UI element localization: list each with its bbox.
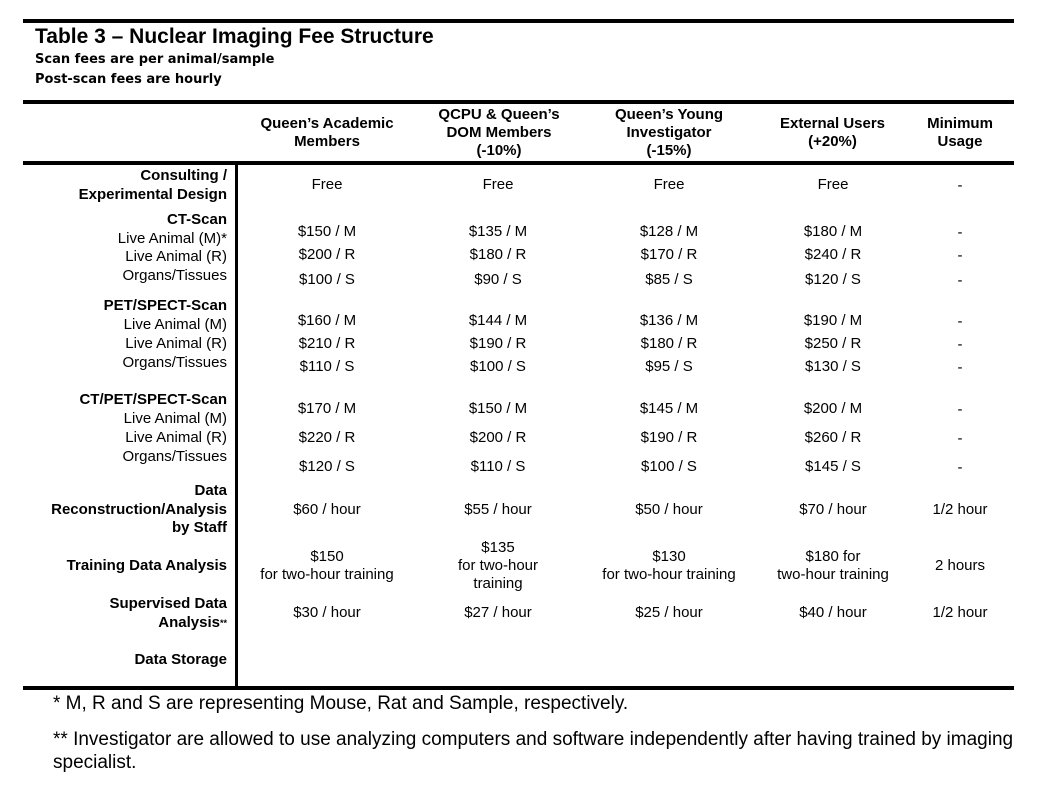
cell: $55 / hour [464,501,532,518]
cell: $150 / M [297,223,357,240]
cell: $128 / M [639,223,699,240]
row-label-reconstruction: Data Reconstruction/Analysis by Staff [51,482,227,536]
cell: $90 / S [474,271,522,288]
cell: Free [817,176,849,193]
cell: $85 / S [645,271,693,288]
cell: $180 / R [469,246,527,263]
cell: $30 / hour [293,604,361,621]
cell: $25 / hour [635,604,703,621]
cell: $145 / S [805,458,861,475]
cell: - [957,272,963,289]
column-header-young-investigator: Queen’s Young Investigator (-15%) [614,106,724,159]
row-label-divider [235,163,238,688]
column-header-external: External Users (+20%) [779,115,886,150]
cell: $144 / M [468,312,528,329]
cell: $100 / S [641,458,697,475]
cell: $240 / R [804,246,862,263]
cell: $110 / S [470,458,526,475]
cell: Free [482,176,514,193]
cell: $160 / M [297,312,357,329]
column-header-academic: Queen’s Academic Members [260,115,394,150]
footnote-2: ** Investigator are allowed to use analyzing computers and software independently after having trained by imaging specialist. [53,729,1014,773]
cell: $200 / M [803,400,863,417]
cell: $27 / hour [464,604,532,621]
row-label-pet-organs: Organs/Tissues [122,354,227,371]
cell: $60 / hour [293,501,361,518]
row-label-training: Training Data Analysis [66,557,227,574]
cell: $50 / hour [635,501,703,518]
cell: $190 / R [640,429,698,446]
cell: $120 / S [299,458,355,475]
header-top-rule [23,100,1014,104]
cell: - [957,177,963,194]
cell: - [957,359,963,376]
row-label-supervised-text: Supervised Data Analysis [109,595,227,631]
row-label-ct-rat: Live Animal (R) [125,248,227,265]
cell: $40 / hour [799,604,867,621]
cell: $130 for two-hour training [602,548,736,583]
cell: - [957,336,963,353]
cell: $135 for two-hour training [457,539,539,592]
row-heading-ct-pet-spect-scan: CT/PET/SPECT-Scan [79,391,227,408]
cell: $95 / S [645,358,693,375]
row-label-ctpet-mouse: Live Animal (M) [123,410,227,427]
cell: $136 / M [639,312,699,329]
cell: $170 / R [640,246,698,263]
cell: $190 / R [469,335,527,352]
column-header-qcpu: QCPU & Queen’s DOM Members (-10%) [438,106,560,159]
cell: $220 / R [298,429,356,446]
row-heading-ct-scan: CT-Scan [166,211,227,228]
row-label-pet-mouse: Live Animal (M) [123,316,227,333]
cell: $135 / M [468,223,528,240]
row-label-ctpet-rat: Live Animal (R) [125,429,227,446]
row-label-ct-mouse: Live Animal (M)* [117,230,227,247]
cell: Free [311,176,343,193]
cell: - [957,313,963,330]
cell: - [957,430,963,447]
cell: $100 / S [470,358,526,375]
row-label-consulting: Consulting / Experimental Design [78,167,227,203]
subtitle-scan-fees: Scan fees are per animal/sample [35,52,275,67]
cell: - [957,224,963,241]
header-bottom-rule [23,161,1014,165]
row-heading-pet-spect-scan: PET/SPECT-Scan [103,297,227,314]
footnote-marker: ** [219,617,227,628]
column-header-minimum-usage: Minimum Usage [927,115,993,150]
cell: $110 / S [299,358,355,375]
row-label-ct-organs: Organs/Tissues [122,267,227,284]
cell: 1/2 hour [932,604,988,621]
cell: $180 for two-hour training [777,548,889,583]
cell: $180 / M [803,223,863,240]
row-label-pet-rat: Live Animal (R) [125,335,227,352]
cell: $120 / S [805,271,861,288]
cell: $150 / M [468,400,528,417]
row-label-ctpet-organs: Organs/Tissues [122,448,227,465]
cell: Free [653,176,685,193]
cell: $130 / S [805,358,861,375]
row-label-supervised [109,595,227,632]
cell: $150 for two-hour training [260,548,394,583]
table-title: Table 3 – Nuclear Imaging Fee Structure [35,25,434,48]
row-label-data-storage: Data Storage [134,651,227,668]
cell: $70 / hour [799,501,867,518]
cell: 1/2 hour [932,501,988,518]
cell: - [957,247,963,264]
cell: $210 / R [298,335,356,352]
cell: $260 / R [804,429,862,446]
cell: - [957,401,963,418]
cell: 2 hours [934,557,986,574]
footnote-1: * M, R and S are representing Mouse, Rat and Sample, respectively. [53,693,629,714]
cell: $180 / R [640,335,698,352]
cell: $190 / M [803,312,863,329]
cell: $200 / R [469,429,527,446]
cell: $250 / R [804,335,862,352]
cell: - [957,459,963,476]
cell: $200 / R [298,246,356,263]
subtitle-post-scan-fees: Post-scan fees are hourly [35,72,222,87]
cell: $145 / M [639,400,699,417]
top-rule [23,19,1014,23]
cell: $170 / M [297,400,357,417]
bottom-rule [23,686,1014,690]
cell: $100 / S [299,271,355,288]
